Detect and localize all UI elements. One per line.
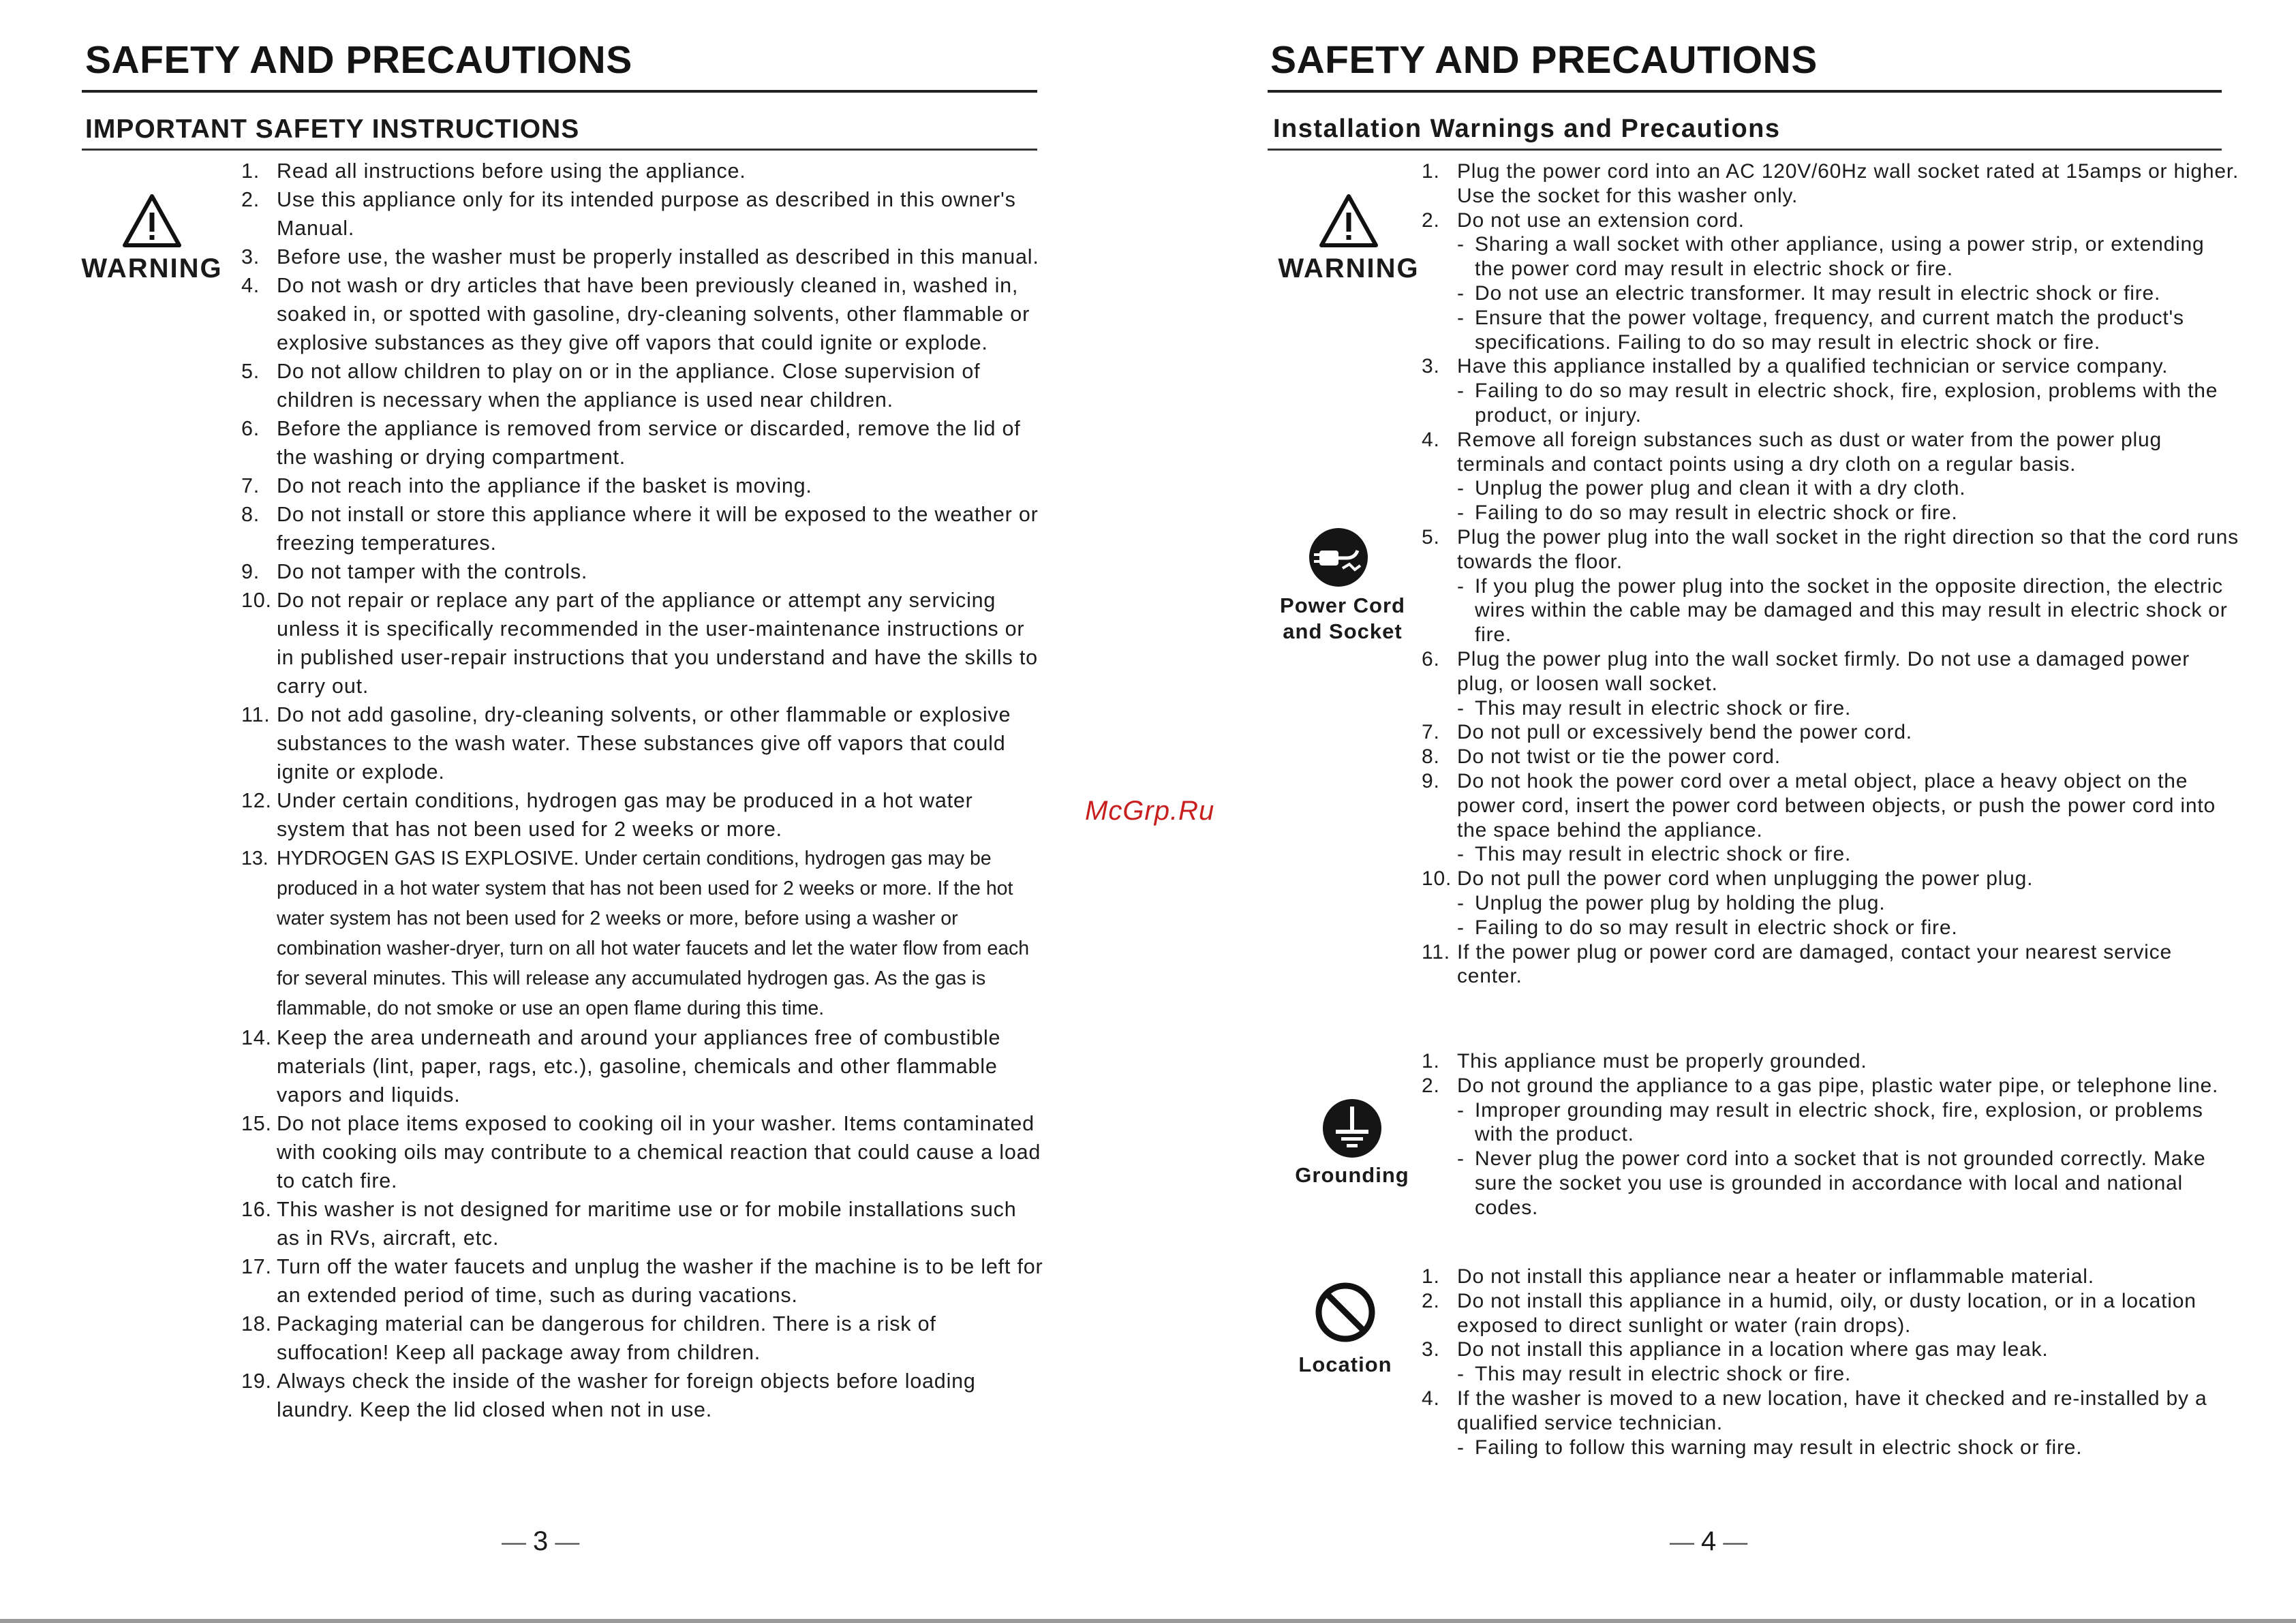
- item-number: 8.: [241, 503, 260, 526]
- list-item: [241, 500, 1045, 557]
- warning-label: WARNING: [81, 253, 223, 283]
- item-number: 4.: [1422, 428, 1440, 451]
- item-number: 5.: [241, 360, 260, 383]
- installation-warnings-list: [1422, 159, 2239, 989]
- sub-item: [1457, 1147, 2239, 1220]
- item-number: 6.: [1422, 647, 1440, 670]
- title-divider: [1268, 90, 2222, 93]
- item-text: Do not tamper with the controls.: [277, 560, 588, 583]
- bottom-edge: [0, 1619, 2296, 1623]
- item-number: 5.: [1422, 525, 1440, 548]
- list-item: [241, 557, 1045, 586]
- item-text: If the power plug or power cord are damaged, contact your nearest service center.: [1457, 940, 2172, 988]
- sub-item: [1457, 842, 2239, 867]
- list-item: [241, 472, 1045, 500]
- list-item: [1422, 1289, 2239, 1338]
- page-number-dash: —: [1670, 1528, 1702, 1556]
- page-number: [502, 1526, 579, 1557]
- unplug-icon: [1307, 526, 1370, 589]
- item-text: Plug the power cord into an AC 120V/60Hz wall socket rated at 15amps or higher. Use the socket for this washer only.: [1457, 160, 2239, 207]
- sub-item: [1457, 1362, 2239, 1387]
- sub-item-dash: -: [1457, 281, 1465, 305]
- list-item: [1422, 1049, 2239, 1074]
- list-item: [1422, 867, 2239, 940]
- item-number: 13.: [241, 848, 269, 869]
- sub-item: [1457, 1098, 2239, 1147]
- item-text: Before use, the washer must be properly installed as described in this manual.: [277, 245, 1039, 268]
- sub-item-text: Failing to do so may result in electric shock or fire.: [1475, 916, 1958, 939]
- sub-item-text: Never plug the power cord into a socket that is not grounded correctly. Make sure the socket you use is grounded in accordance with local and national codes.: [1475, 1147, 2206, 1219]
- list-item: [241, 1195, 1045, 1252]
- sub-item-text: If you plug the power plug into the socket in the opposite direction, the electric wires within the cable may be damaged and this may result in electric shock or fire.: [1475, 574, 2228, 647]
- item-number: 2.: [1422, 208, 1440, 232]
- sub-item-dash: -: [1457, 1436, 1465, 1459]
- item-text: Have this appliance installed by a qualified technician or service company.: [1457, 355, 2169, 378]
- item-number: 11.: [241, 703, 271, 726]
- item-text: Plug the power plug into the wall socket in the right direction so that the cord runs towards the floor.: [1457, 525, 2239, 573]
- sub-item-dash: -: [1457, 696, 1465, 720]
- page-number-dash: —: [1716, 1528, 1748, 1556]
- item-text: Do not ground the appliance to a gas pipe, plastic water pipe, or telephone line.: [1457, 1074, 2219, 1097]
- grounding-list: [1422, 1049, 2239, 1220]
- list-item: [241, 1252, 1045, 1310]
- list-item: [241, 1109, 1045, 1195]
- sub-item-dash: -: [1457, 843, 1465, 866]
- item-number: 3.: [241, 245, 260, 268]
- item-text: Do not pull the power cord when unplugging the power plug.: [1457, 867, 2034, 891]
- item-text: This washer is not designed for maritime use or for mobile installations such as in RVs, aircraft, etc.: [277, 1198, 1017, 1250]
- sub-item: [1457, 306, 2239, 355]
- power-cord-label-line1: Power Cord: [1280, 593, 1405, 617]
- item-text: HYDROGEN GAS IS EXPLOSIVE. Under certain conditions, hydrogen gas may be produced in a hot water system that has not been used for 2 weeks or more. If the hot water system has not been used for 2 weeks or more, before using a washer or combination washer-dryer, turn on all hot water faucets and let the water flow from each for several minutes. This will release any accumulated hydrogen gas. As the gas is flammable, do not smoke or use an open flame during this time.: [277, 848, 1030, 1019]
- location-block: [1270, 1281, 1420, 1378]
- item-text: Do not repair or replace any part of the appliance or attempt any servicing unless it is specifically recommended in the user-maintenance instructions or in published user-repair instructions that you understand and have the skills to carry out.: [277, 589, 1038, 698]
- item-number: 2.: [1422, 1289, 1440, 1312]
- sub-item-text: Improper grounding may result in electric shock, fire, explosion, or problems with the product.: [1475, 1098, 2203, 1146]
- list-item: [241, 586, 1045, 700]
- section-divider: [82, 149, 1037, 151]
- warning-triangle-icon: [1317, 192, 1380, 249]
- item-text: Do not pull or excessively bend the power cord.: [1457, 721, 1912, 744]
- list-item: [1422, 769, 2239, 867]
- list-item: [1422, 208, 2239, 355]
- item-number: 19.: [241, 1370, 272, 1393]
- sub-item-text: This may result in electric shock or fire.: [1475, 1363, 1852, 1386]
- sub-item: [1457, 696, 2239, 721]
- sub-item: [1457, 379, 2239, 428]
- right-page: [1148, 0, 2296, 1623]
- page-title: SAFETY AND PRECAUTIONS: [1270, 38, 1818, 82]
- sub-item-dash: -: [1457, 380, 1465, 403]
- list-item: [1422, 720, 2239, 745]
- list-item: [241, 1310, 1045, 1367]
- list-item: [241, 700, 1045, 786]
- item-number: 1.: [1422, 1265, 1440, 1288]
- list-item: [1422, 1265, 2239, 1289]
- item-number: 2.: [1422, 1074, 1440, 1097]
- item-number: 7.: [1422, 721, 1440, 744]
- sub-item: [1457, 891, 2239, 916]
- safety-instructions-list: [241, 157, 1045, 1424]
- list-item: [1422, 159, 2239, 208]
- sub-item-text: This may result in electric shock or fire.: [1475, 696, 1852, 720]
- sub-item: [1457, 1436, 2239, 1460]
- sub-item-text: This may result in electric shock or fire.: [1475, 843, 1852, 866]
- list-item: [241, 786, 1045, 844]
- item-number: 8.: [1422, 745, 1440, 769]
- item-text: If the washer is moved to a new location, have it checked and re-installed by a qualified service technician.: [1457, 1387, 2207, 1434]
- sub-item-text: Do not use an electric transformer. It may result in electric shock or fire.: [1475, 281, 2161, 305]
- power-cord-label-line2: and Socket: [1283, 619, 1403, 643]
- item-text: Turn off the water faucets and unplug the washer if the machine is to be left for an extended period of time, such as during vacations.: [277, 1255, 1043, 1307]
- sub-item-text: Sharing a wall socket with other appliance, using a power strip, or extending the power cord may result in electric shock or fire.: [1475, 233, 2205, 281]
- location-label: Location: [1298, 1352, 1392, 1376]
- item-number: 1.: [1422, 1050, 1440, 1072]
- item-number: 17.: [241, 1255, 272, 1278]
- item-text: Use this appliance only for its intended purpose as described in this owner's Manual.: [277, 188, 1016, 240]
- list-item: [1422, 1387, 2239, 1459]
- item-text: Packaging material can be dangerous for children. There is a risk of suffocation! Keep all package away from children.: [277, 1312, 936, 1364]
- item-text: Do not hook the power cord over a metal object, place a heavy object on the power cord, insert the power cord between objects, or push the power cord into the space behind the appliance.: [1457, 769, 2216, 841]
- list-item: [241, 157, 1045, 185]
- item-text: Before the appliance is removed from service or discarded, remove the lid of the washing or drying compartment.: [277, 417, 1021, 469]
- location-list: [1422, 1265, 2239, 1459]
- list-item: [1422, 1074, 2239, 1220]
- sub-item: [1457, 501, 2239, 525]
- item-text: Always check the inside of the washer for foreign objects before loading laundry. Keep the lid closed when not in use.: [277, 1370, 976, 1421]
- item-text: Do not twist or tie the power cord.: [1457, 745, 1781, 769]
- item-text: Do not install this appliance in a location where gas may leak.: [1457, 1338, 2049, 1361]
- list-item: [1422, 428, 2239, 525]
- item-text: Do not wash or dry articles that have been previously cleaned in, washed in, soaked in, or spotted with gasoline, dry-cleaning solvents, other flammable or explosive substances as they give off vapors that could ignite or explode.: [277, 274, 1030, 354]
- list-item: [241, 1367, 1045, 1424]
- list-item: [1422, 940, 2239, 989]
- sub-item: [1457, 232, 2239, 281]
- warning-block: [74, 192, 230, 284]
- page-number-value: 4: [1701, 1526, 1717, 1556]
- list-item: [1422, 525, 2239, 647]
- sub-item: [1457, 916, 2239, 940]
- sub-item-dash: -: [1457, 891, 1465, 914]
- warning-label: WARNING: [1278, 253, 1420, 283]
- ground-icon: [1321, 1097, 1383, 1160]
- sub-item-dash: -: [1457, 306, 1465, 329]
- item-text: Do not install this appliance in a humid, oily, or dusty location, or in a location exposed to direct sunlight or water (rain drops).: [1457, 1289, 2196, 1337]
- sub-item: [1457, 574, 2239, 647]
- title-divider: [82, 90, 1037, 93]
- item-number: 1.: [241, 159, 260, 183]
- item-text: Read all instructions before using the appliance.: [277, 159, 746, 183]
- item-text: Plug the power plug into the wall socket firmly. Do not use a damaged power plug, or loosen wall socket.: [1457, 647, 2190, 695]
- item-number: 4.: [241, 274, 260, 297]
- sub-item-text: Failing to follow this warning may result in electric shock or fire.: [1475, 1436, 2083, 1459]
- warning-block: [1270, 192, 1427, 284]
- item-number: 12.: [241, 789, 272, 812]
- item-text: Do not add gasoline, dry-cleaning solvents, or other flammable or explosive substances to the wash water. These substances give off vapors that could ignite or explode.: [277, 703, 1011, 784]
- item-text: Keep the area underneath and around your appliances free of combustible materials (lint, paper, rags, etc.), gasoline, chemicals and other flammable vapors and liquids.: [277, 1026, 1001, 1107]
- list-item: [1422, 745, 2239, 769]
- item-number: 2.: [241, 188, 260, 211]
- warning-triangle-icon: [121, 192, 183, 249]
- sub-item-dash: -: [1457, 574, 1465, 598]
- item-number: 10.: [1422, 867, 1452, 891]
- list-item: [241, 1023, 1045, 1109]
- item-text: Do not use an extension cord.: [1457, 208, 1745, 232]
- item-number: 15.: [241, 1112, 272, 1135]
- list-item: [241, 243, 1045, 271]
- list-item: [1422, 1338, 2239, 1387]
- sub-item-dash: -: [1457, 1147, 1465, 1171]
- item-text: This appliance must be properly grounded.: [1457, 1050, 1867, 1072]
- page-title: SAFETY AND PRECAUTIONS: [85, 38, 632, 82]
- item-number: 18.: [241, 1312, 272, 1335]
- sub-item-dash: -: [1457, 501, 1465, 525]
- sub-item-dash: -: [1457, 233, 1465, 256]
- sub-item-dash: -: [1457, 477, 1465, 500]
- item-text: Do not allow children to play on or in the appliance. Close supervision of children is necessary when the appliance is used near children.: [277, 360, 981, 412]
- power-cord-block: [1268, 526, 1418, 645]
- item-number: 14.: [241, 1026, 272, 1049]
- item-number: 10.: [241, 589, 272, 612]
- sub-item-text: Unplug the power plug and clean it with a dry cloth.: [1475, 477, 1966, 500]
- item-text: Do not reach into the appliance if the basket is moving.: [277, 474, 812, 497]
- page-number-value: 3: [533, 1526, 549, 1556]
- sub-item-dash: -: [1457, 1098, 1465, 1122]
- section-divider: [1268, 149, 2222, 151]
- list-item: [241, 271, 1045, 357]
- sub-item-text: Failing to do so may result in electric shock, fire, explosion, problems with the product, or injury.: [1475, 380, 2218, 427]
- list-item: [241, 414, 1045, 472]
- sub-item: [1457, 281, 2239, 306]
- page-number-dash: —: [502, 1528, 534, 1556]
- item-number: 6.: [241, 417, 260, 440]
- sub-item-dash: -: [1457, 916, 1465, 939]
- item-number: 7.: [241, 474, 260, 497]
- item-text: Under certain conditions, hydrogen gas may be produced in a hot water system that has not been used for 2 weeks or more.: [277, 789, 973, 841]
- item-number: 9.: [241, 560, 260, 583]
- sub-item: [1457, 476, 2239, 501]
- item-text: Remove all foreign substances such as dust or water from the power plug terminals and contact points using a dry cloth on a regular basis.: [1457, 428, 2162, 476]
- watermark: McGrp.Ru: [1085, 796, 1215, 826]
- item-number: 11.: [1422, 940, 1450, 963]
- list-item: [241, 357, 1045, 414]
- item-number: 1.: [1422, 160, 1440, 183]
- item-number: 4.: [1422, 1387, 1440, 1410]
- grounding-block: [1277, 1097, 1427, 1188]
- item-text: Do not place items exposed to cooking oil in your washer. Items contaminated with cooking oils may contribute to a chemical reaction that could cause a load to catch fire.: [277, 1112, 1041, 1192]
- item-text: Do not install this appliance near a heater or inflammable material.: [1457, 1265, 2094, 1288]
- sub-item-text: Ensure that the power voltage, frequency, and current match the product's specifications. Failing to do so may result in electric shock or fire.: [1475, 306, 2184, 354]
- item-number: 3.: [1422, 355, 1440, 378]
- list-item: [241, 844, 1045, 1023]
- section-heading: Installation Warnings and Precautions: [1273, 114, 1781, 143]
- page-number: [1670, 1526, 1747, 1557]
- prohibited-icon: [1314, 1281, 1377, 1344]
- list-item: [1422, 354, 2239, 427]
- item-number: 16.: [241, 1198, 272, 1221]
- list-item: [241, 185, 1045, 243]
- sub-item-text: Failing to do so may result in electric shock or fire.: [1475, 501, 1958, 525]
- section-heading: IMPORTANT SAFETY INSTRUCTIONS: [85, 114, 580, 144]
- sub-item-dash: -: [1457, 1363, 1465, 1386]
- page-number-dash: —: [548, 1528, 580, 1556]
- sub-item-text: Unplug the power plug by holding the plug.: [1475, 891, 1886, 914]
- item-text: Do not install or store this appliance where it will be exposed to the weather or freezing temperatures.: [277, 503, 1039, 555]
- item-number: 9.: [1422, 769, 1440, 792]
- item-number: 3.: [1422, 1338, 1440, 1361]
- list-item: [1422, 647, 2239, 720]
- grounding-label: Grounding: [1295, 1163, 1409, 1187]
